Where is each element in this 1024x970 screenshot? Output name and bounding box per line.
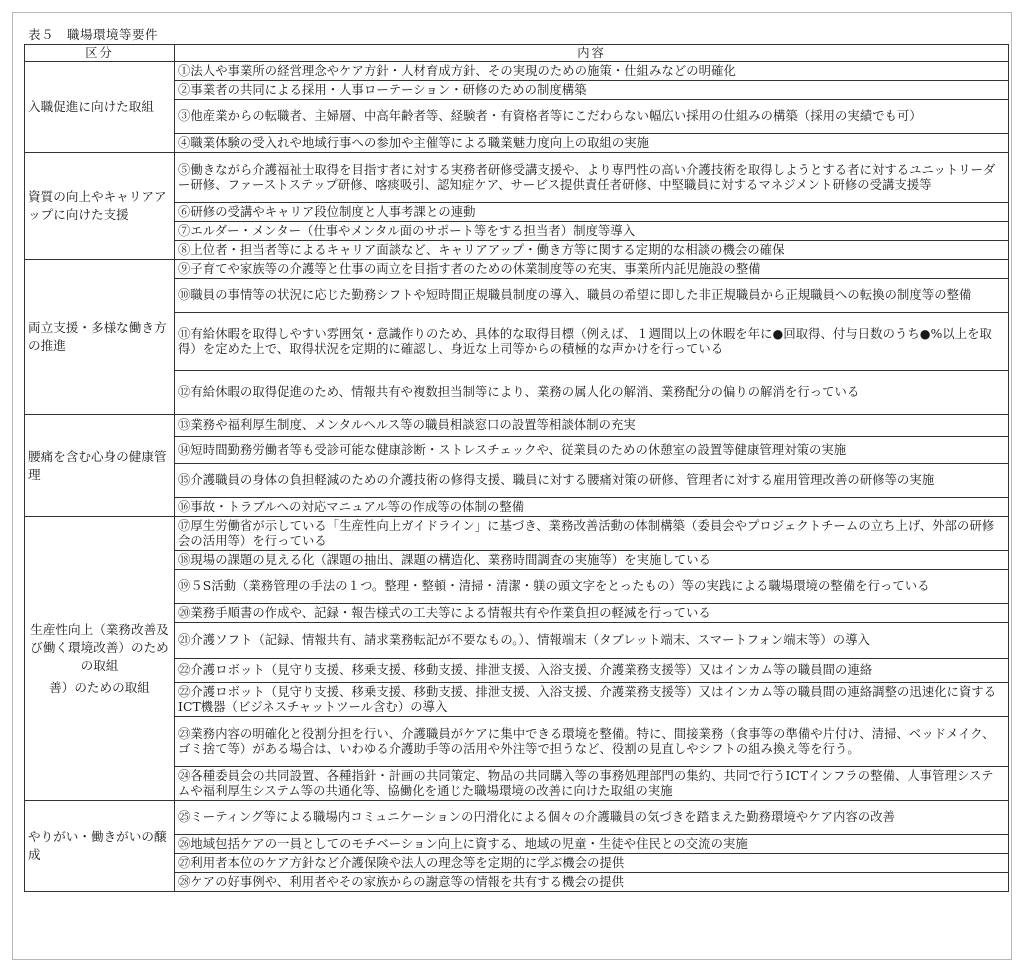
item-cell: ⑱現場の課題の見える化（課題の抽出、課題の構造化、業務時間調査の実施等）を実施している [175,551,1009,570]
item-cell: ⑮介護職員の身体の負担軽減のための介護技術の修得支援、職員に対する腰痛対策の研修、管理者に対する雇用管理改善の研修等の実施 [175,464,1009,498]
table-row [25,517,1009,551]
table-row [25,153,1009,203]
item-cell: ⑪有給休暇を取得しやすい雰囲気・意識作りのため、具体的な取得目標（例えば、１週間以上の休暇を年に●回取得、付与日数のうち●%以上を取得）を定めた上で、取得状況を定期的に確認し、身近な上司等からの積極的な声かけを行っている [175,313,1009,371]
item-cell: ①法人や事業所の経営理念やケア方針・人材育成方針、その実現のための施策・仕組みなどの明確化 [175,62,1009,81]
requirements-table [24,44,1009,892]
item-cell: ㉘ケアの好事例や、利用者やその家族からの謝意等の情報を共有する機会の提供 [175,873,1009,892]
item-cell: ⑳業務手順書の作成や、記録・報告様式の工夫等による情報共有や作業負担の軽減を行っている [175,604,1009,623]
item-cell: ③他産業からの転職者、主婦層、中高年齢者等、経験者・有資格者等にこだわらない幅広い採用の仕組みの構築（採用の実績でも可） [175,100,1009,134]
table-row [25,260,1009,279]
item-cell: ⑰厚生労働省が示している「生産性向上ガイドライン」に基づき、業務改善活動の体制構築（委員会やプロジェクトチームの立ち上げ、外部の研修会の活用等）を行っている [175,517,1009,551]
item-cell: ㉑介護ソフト（記録、情報共有、請求業務転記が不要なもの。）、情報端末（タブレット端末、スマートフォン端末等）の導入 [175,623,1009,659]
item-cell: ⑨子育てや家族等の介護等と仕事の両立を目指す者のための休業制度等の充実、事業所内託児施設の整備 [175,260,1009,279]
item-cell: ⑦エルダー・メンター（仕事やメンタル面のサポート等をする担当者）制度等導入 [175,222,1009,241]
table-row [25,801,1009,835]
item-cell: ④職業体験の受入れや地域行事への参加や主催等による職業魅力度向上の取組の実施 [175,134,1009,153]
item-cell: ⑥研修の受講やキャリア段位制度と人事考課との連動 [175,203,1009,222]
category-cell: 腰痛を含む心身の健康管理 [25,415,175,517]
category-label-repeat: 善）のための取組 [49,679,150,695]
item-cell: ㉔各種委員会の共同設置、各種指針・計画の共同策定、物品の共同購入等の事務処理部門の集約、共同で行うICTインフラの整備、人事管理システムや福利厚生システム等の共通化等、協働化を通じた職場環境の改善に向けた取組の実施 [175,767,1009,801]
category-cell: 両立支援・多様な働き方の推進 [25,260,175,415]
category-cell: やりがい・働きがいの醸成 [25,801,175,892]
table-caption: 表５ 職場環境等要件 [28,27,159,42]
category-cell [25,517,175,801]
category-cell: 入職促進に向けた取組 [25,62,175,153]
header-category: 区分 [25,45,175,62]
item-cell: ⑤働きながら介護福祉士取得を目指す者に対する実務者研修受講支援や、より専門性の高い介護技術を取得しようとする者に対するユニットリーダー研修、ファーストステップ研修、喀痰吸引、認知症ケア、サービス提供責任者研修、中堅職員に対するマネジメント研修の受講支援等 [175,153,1009,203]
item-cell: ⑧上位者・担当者等によるキャリア面談など、キャリアアップ・働き方等に関する定期的な相談の機会の確保 [175,241,1009,260]
item-cell: ⑯事故・トラブルへの対応マニュアル等の作成等の体制の整備 [175,498,1009,517]
table-header-row [25,45,1009,62]
item-cell: ⑩職員の事情等の状況に応じた勤務シフトや短時間正規職員制度の導入、職員の希望に即した非正規職員から正規職員への転換の制度等の整備 [175,279,1009,313]
item-cell: ㉒介護ロボット（見守り支援、移乗支援、移動支援、排泄支援、入浴支援、介護業務支援等）又はインカム等の職員間の連絡 [175,659,1009,683]
item-cell: ㉕ミーティング等による職場内コミュニケーションの円滑化による個々の介護職員の気づきを踏まえた勤務環境やケア内容の改善 [175,801,1009,835]
table-row [25,62,1009,81]
item-cell: ②事業者の共同による採用・人事ローテーション・研修のための制度構築 [175,81,1009,100]
item-cell: ㉓業務内容の明確化と役割分担を行い、介護職員がケアに集中できる環境を整備。特に、間接業務（食事等の準備や片付け、清掃、ベッドメイク、ゴミ捨て等）がある場合は、いわゆる介護助手等の活用や外注等で担うなど、役割の見直しやシフトの組み換え等を行う。 [175,717,1009,767]
item-cell: ⑭短時間勤務労働者等も受診可能な健康診断・ストレスチェックや、従業員のための休憩室の設置等健康管理対策の実施 [175,437,1009,464]
item-cell: ㉗利用者本位のケア方針など介護保険や法人の理念等を定期的に学ぶ機会の提供 [175,854,1009,873]
category-cell: 資質の向上やキャリアアップに向けた支援 [25,153,175,260]
item-cell: ㉒介護ロボット（見守り支援、移乗支援、移動支援、排泄支援、入浴支援、介護業務支援等）又はインカム等の職員間の連絡調整の迅速化に資するICT機器（ビジネスチャットツール含む）の導入 [175,683,1009,717]
item-cell: ⑫有給休暇の取得促進のため、情報共有や複数担当制等により、業務の属人化の解消、業務配分の偏りの解消を行っている [175,371,1009,415]
item-cell: ⑲５S活動（業務管理の手法の１つ。整理・整頓・清掃・清潔・躾の頭文字をとったもの）等の実践による職場環境の整備を行っている [175,570,1009,604]
header-content: 内容 [175,45,1009,62]
item-cell: ⑬業務や福利厚生制度、メンタルヘルス等の職員相談窓口の設置等相談体制の充実 [175,415,1009,437]
item-cell: ㉖地域包括ケアの一員としてのモチベーション向上に資する、地域の児童・生徒や住民との交流の実施 [175,835,1009,854]
category-label: 生産性向上（業務改善及び働く環境改善）のための取組 [30,621,169,673]
table-row [25,415,1009,437]
